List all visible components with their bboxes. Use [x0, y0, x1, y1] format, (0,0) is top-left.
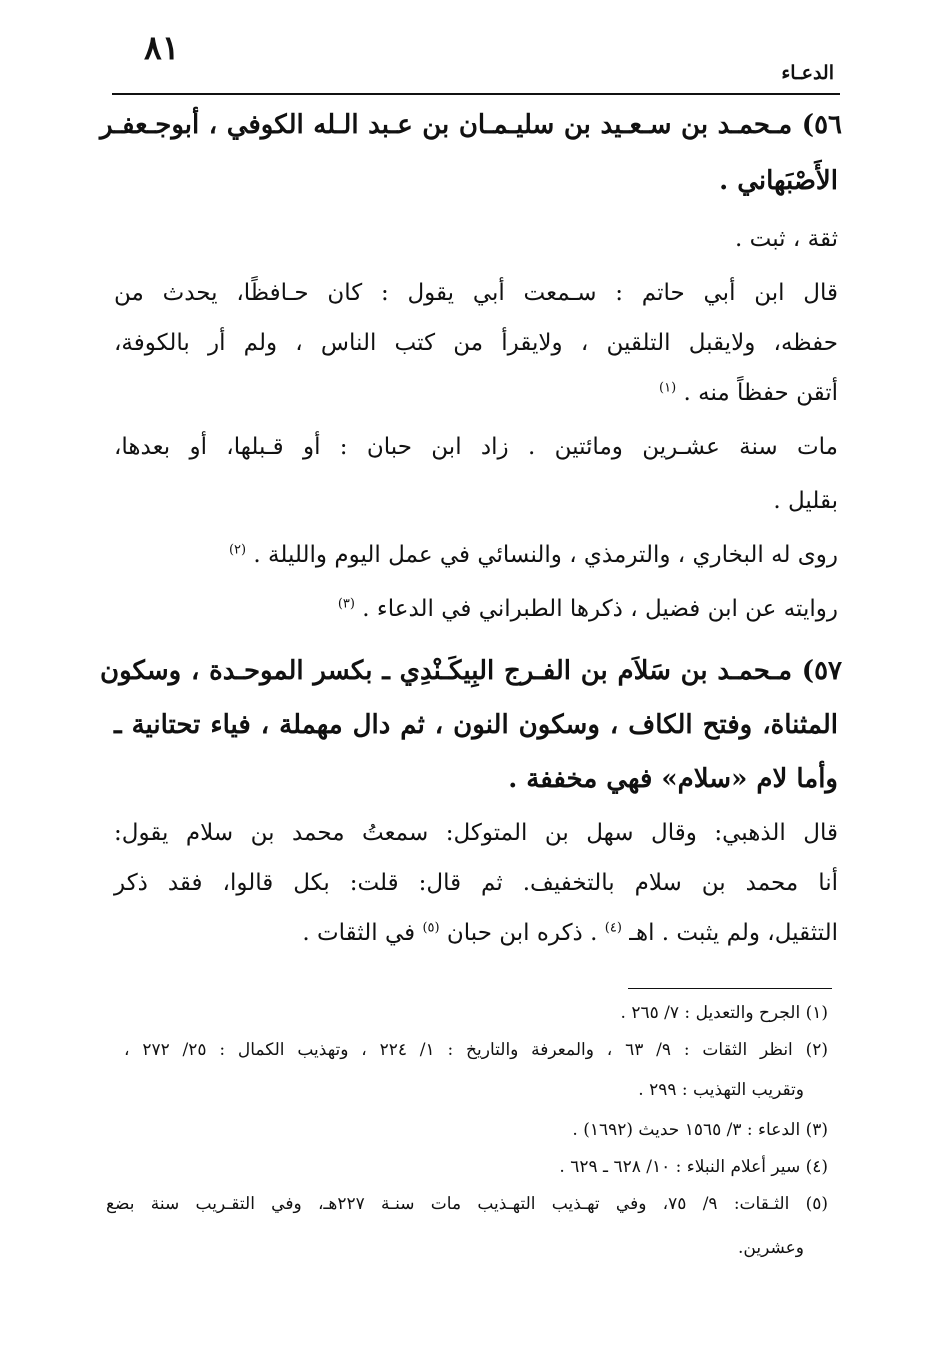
entry-57-heading-cont: وأما لام «سلام» فهي مخففة . [508, 764, 838, 794]
entry-57-para-line [302, 920, 838, 946]
entry-56-para-line: حفظه، ولايقبل التلقين ، ولايقرأ من كتب الناس ، ولم أر بالكوفة، [114, 330, 838, 356]
entry-56-death-line: مات سنة عشـرين ومائتين . زاد ابن حبان : أو قـبلها، أو بعدها، [114, 434, 838, 460]
entry-56-narrators-line [229, 542, 838, 568]
entry-56-para-line: قال ابن أبي حاتم : سـمعت أبي يقول : كان حـافظًا، يحدث من [114, 280, 838, 306]
para-text: . ذكره ابن حبان [446, 920, 598, 946]
entry-56-narrators-line [338, 596, 838, 622]
entry-56-heading-cont: الأَصْبَهاني . [719, 166, 838, 196]
entry-57-para-line: قال الذهبي: وقال سهل بن المتوكل: سمعتُ محمد بن سلام يقول: [114, 820, 838, 846]
entry-57-heading-cont: المثناة، وفتح الكاف ، وسكون النون ، ثم دال مهملة ، فياء تحتانية ـ [114, 710, 839, 740]
entry-56-death-line: بقليل . [773, 488, 838, 514]
entry-56-grade: ثقة ، ثبت . [735, 226, 838, 252]
para-text: روى له البخاري ، والترمذي ، والنسائي في عمل اليوم والليلة . [253, 542, 838, 568]
para-text: أتقن حفظاً منه . [683, 380, 838, 406]
footnote-ref: (١) [659, 380, 677, 396]
footnote-3: (٣) الدعاء : ٣/ ١٥٦٥ حديث (١٦٩٢) . [572, 1120, 828, 1140]
footnote-4: (٤) سير أعلام النبلاء : ١٠/ ٦٢٨ ـ ٦٢٩ . [559, 1157, 828, 1177]
footnote-5: (٥) الثـقات: ٩/ ٧٥، وفي تهـذيب التهـذيب مات سنـة ٢٢٧هـ، وفي التقـريب سنة بضع [106, 1194, 829, 1214]
footnote-ref: (٢) [228, 542, 247, 558]
footnote-2: (٢) انظر الثقات : ٩/ ٦٣ ، والمعرفة والتاريخ : ١/ ٢٢٤ ، وتهذيب الكمال : ٢٥/ ٢٧٢ ، [124, 1040, 828, 1060]
footnote-ref: (٥) [422, 920, 440, 936]
header-divider [112, 93, 840, 95]
entry-57-para-line: أنا محمد بن سلام بالتخفيف. ثم قال: قلت: بكل قالوا، فقد ذكر [114, 870, 838, 896]
page-number: ٨١ [144, 28, 180, 67]
footnote-2-cont: وتقريب التهذيب : ٢٩٩ . [638, 1080, 804, 1100]
para-text: التثقيل، ولم يثبت . اهـ [629, 920, 838, 946]
entry-56-para-line [659, 380, 838, 406]
footnote-divider [628, 988, 832, 989]
footnote-ref: (٣) [337, 596, 355, 612]
footnote-ref: (٤) [604, 920, 622, 936]
entry-56-heading: ٥٦) مـحمـد بن سـعـيد بن سليـمـان بن عـبد الـله الكوفي ، أبوجـعفـر [100, 110, 842, 140]
running-title: الدعـاء [781, 62, 834, 84]
para-text: في الثقات . [302, 920, 416, 946]
entry-57-heading: ٥٧) مـحمـد بن سَلاَم بن الفـرج البِيكَـنْدِي ـ بكسر الموحـدة ، وسكون [100, 656, 842, 686]
footnote-5-cont: وعشرين. [738, 1238, 804, 1258]
footnote-1: (١) الجرح والتعديل : ٧/ ٢٦٥ . [620, 1003, 828, 1023]
para-text: روايته عن ابن فضيل ، ذكرها الطبراني في الدعاء . [362, 596, 838, 622]
